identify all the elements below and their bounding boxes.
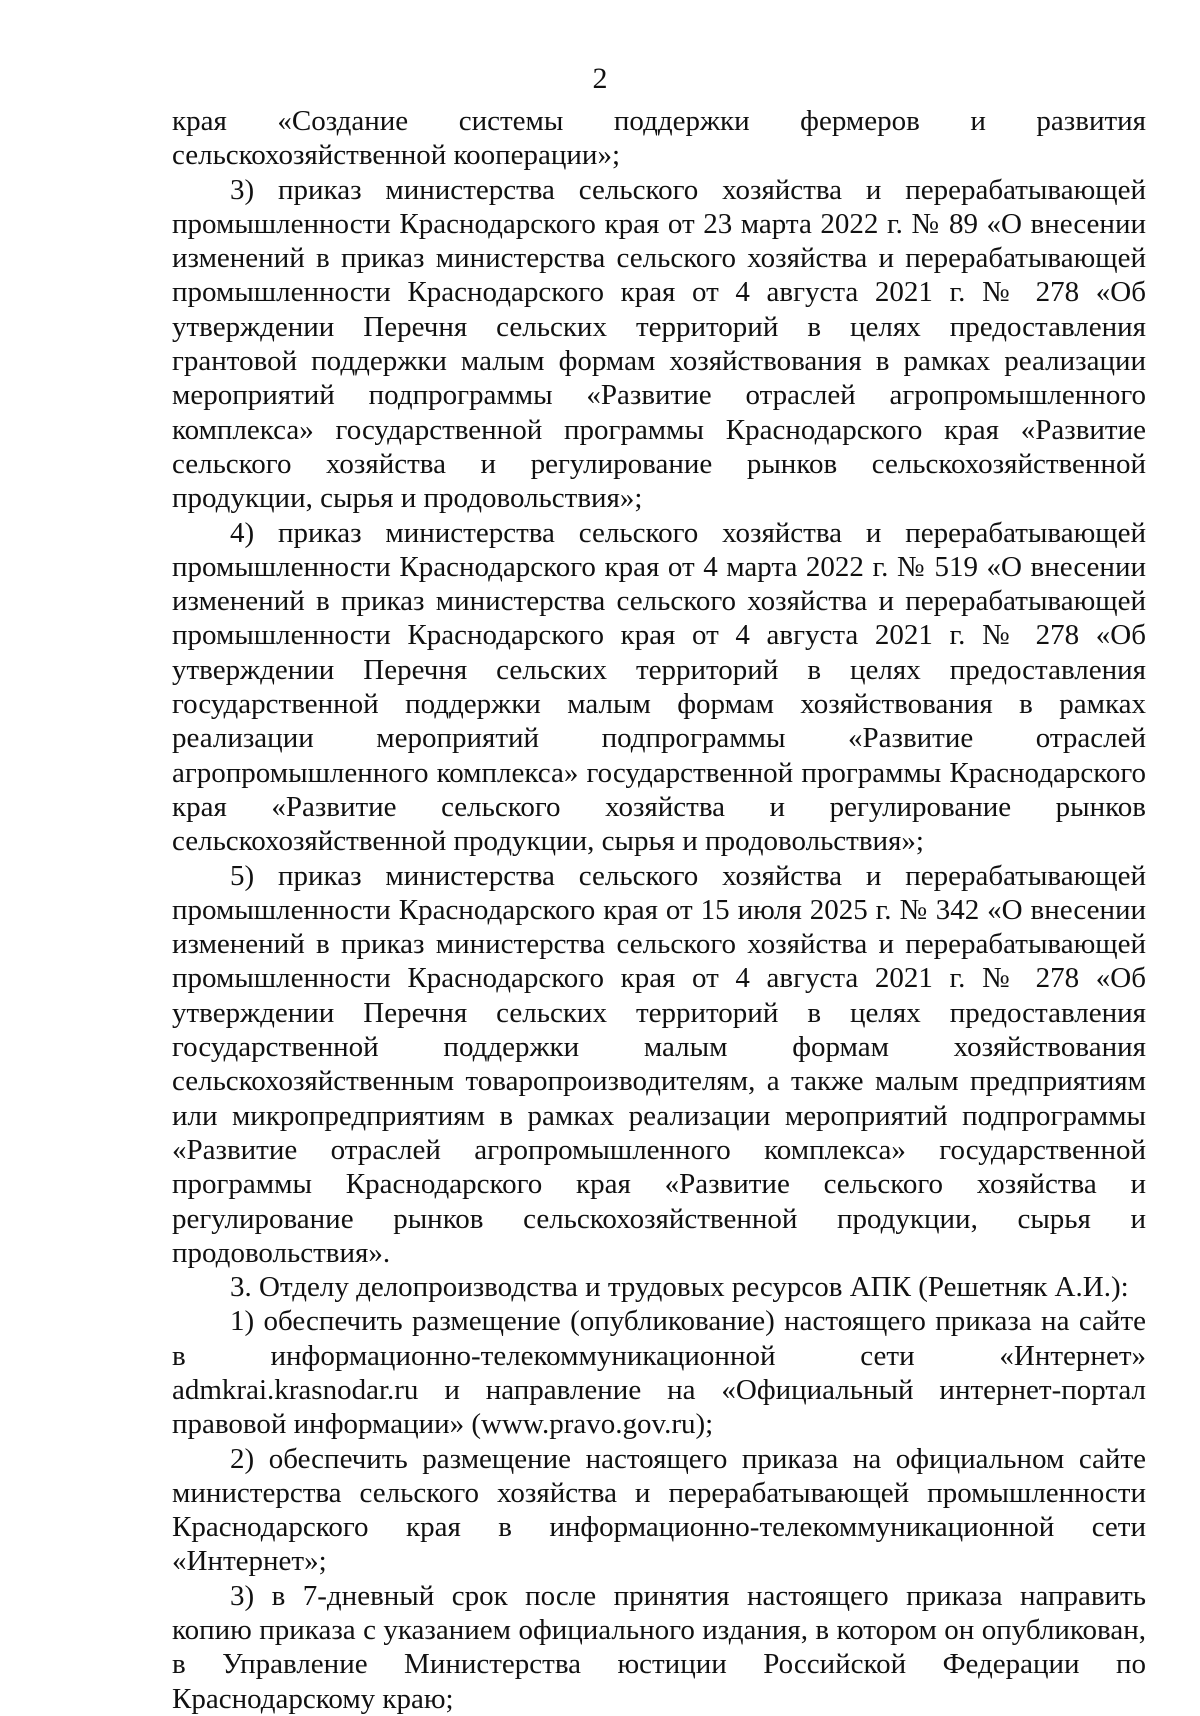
paragraph-item-5: 5) приказ министерства сельского хозяйства и перерабатывающей промышленности Краснодарского края от 15 июля 2025 г. № 342 «О внесении изменений в приказ министерства сельского хозяйства и перерабатывающей промышленности Краснодарского края от 4 августа 2021 г. № 278 «Об утверждении Перечня сельских территорий в целях предоставления государственной поддержки малым формам хозяйствования сельскохозяйственным товаропроизводителям, а также малым предприятиям или микропредприятиям в рамках реализации мероприятий подпрограммы «Развитие отраслей агропромышленного комплекса» государственной программы Краснодарского края «Развитие сельского хозяйства и регулирование рынков сельскохозяйственной продукции, сырья и продовольствия». bbox=[172, 859, 1146, 1269]
paragraph-item-3: 3) приказ министерства сельского хозяйства и перерабатывающей промышленности Краснодарского края от 23 марта 2022 г. № 89 «О внесении изменений в приказ министерства сельского хозяйства и перерабатывающей промышленности Краснодарского края от 4 августа 2021 г. № 278 «Об утверждении Перечня сельских территорий в целях предоставления грантовой поддержки малым формам хозяйствования в рамках реализации мероприятий подпрограммы «Развитие отраслей агропромышленного комплекса» государственной программы Краснодарского края «Развитие сельского хозяйства и регулирование рынков сельскохозяйственной продукции, сырья и продовольствия»; bbox=[172, 173, 1146, 515]
page-number: 2 bbox=[592, 62, 608, 95]
paragraph-section-3: 3. Отделу делопроизводства и трудовых ресурсов АПК (Решетняк А.И.): bbox=[230, 1271, 1129, 1304]
paragraph-item-4: 4) приказ министерства сельского хозяйства и перерабатывающей промышленности Краснодарского края от 4 марта 2022 г. № 519 «О внесении изменений в приказ министерства сельского хозяйства и перерабатывающей промышленности Краснодарского края от 4 августа 2021 г. № 278 «Об утверждении Перечня сельских территорий в целях предоставления государственной поддержки малым формам хозяйствования в рамках реализации мероприятий подпрограммы «Развитие отраслей агропромышленного комплекса» государственной программы Краснодарского края «Развитие сельского хозяйства и регулирование рынков сельскохозяйственной продукции, сырья и продовольствия»; bbox=[172, 516, 1146, 858]
document-body bbox=[172, 104, 1146, 1716]
paragraph-subitem-3: 3) в 7-дневный срок после принятия настоящего приказа направить копию приказа с указанием официального издания, в котором он опубликован, в Управление Министерства юстиции Российской Федерации по Краснодарскому краю; bbox=[172, 1579, 1146, 1715]
paragraph-subitem-2: 2) обеспечить размещение настоящего приказа на официальном сайте министерства сельского хозяйства и перерабатывающей промышленности Краснодарского края в информационно-телекоммуникационной сети «Интернет»; bbox=[172, 1442, 1146, 1578]
paragraph-continuation: края «Создание системы поддержки фермеров и развития сельскохозяйственной кооперации»; bbox=[172, 105, 1146, 172]
paragraph-subitem-1: 1) обеспечить размещение (опубликование) настоящего приказа на сайте в информационно-телекоммуникационной сети «Интернет» admkrai.krasnodar.ru и направление на «Официальный интернет-портал правовой информации» (www.pravo.gov.ru); bbox=[172, 1305, 1146, 1441]
